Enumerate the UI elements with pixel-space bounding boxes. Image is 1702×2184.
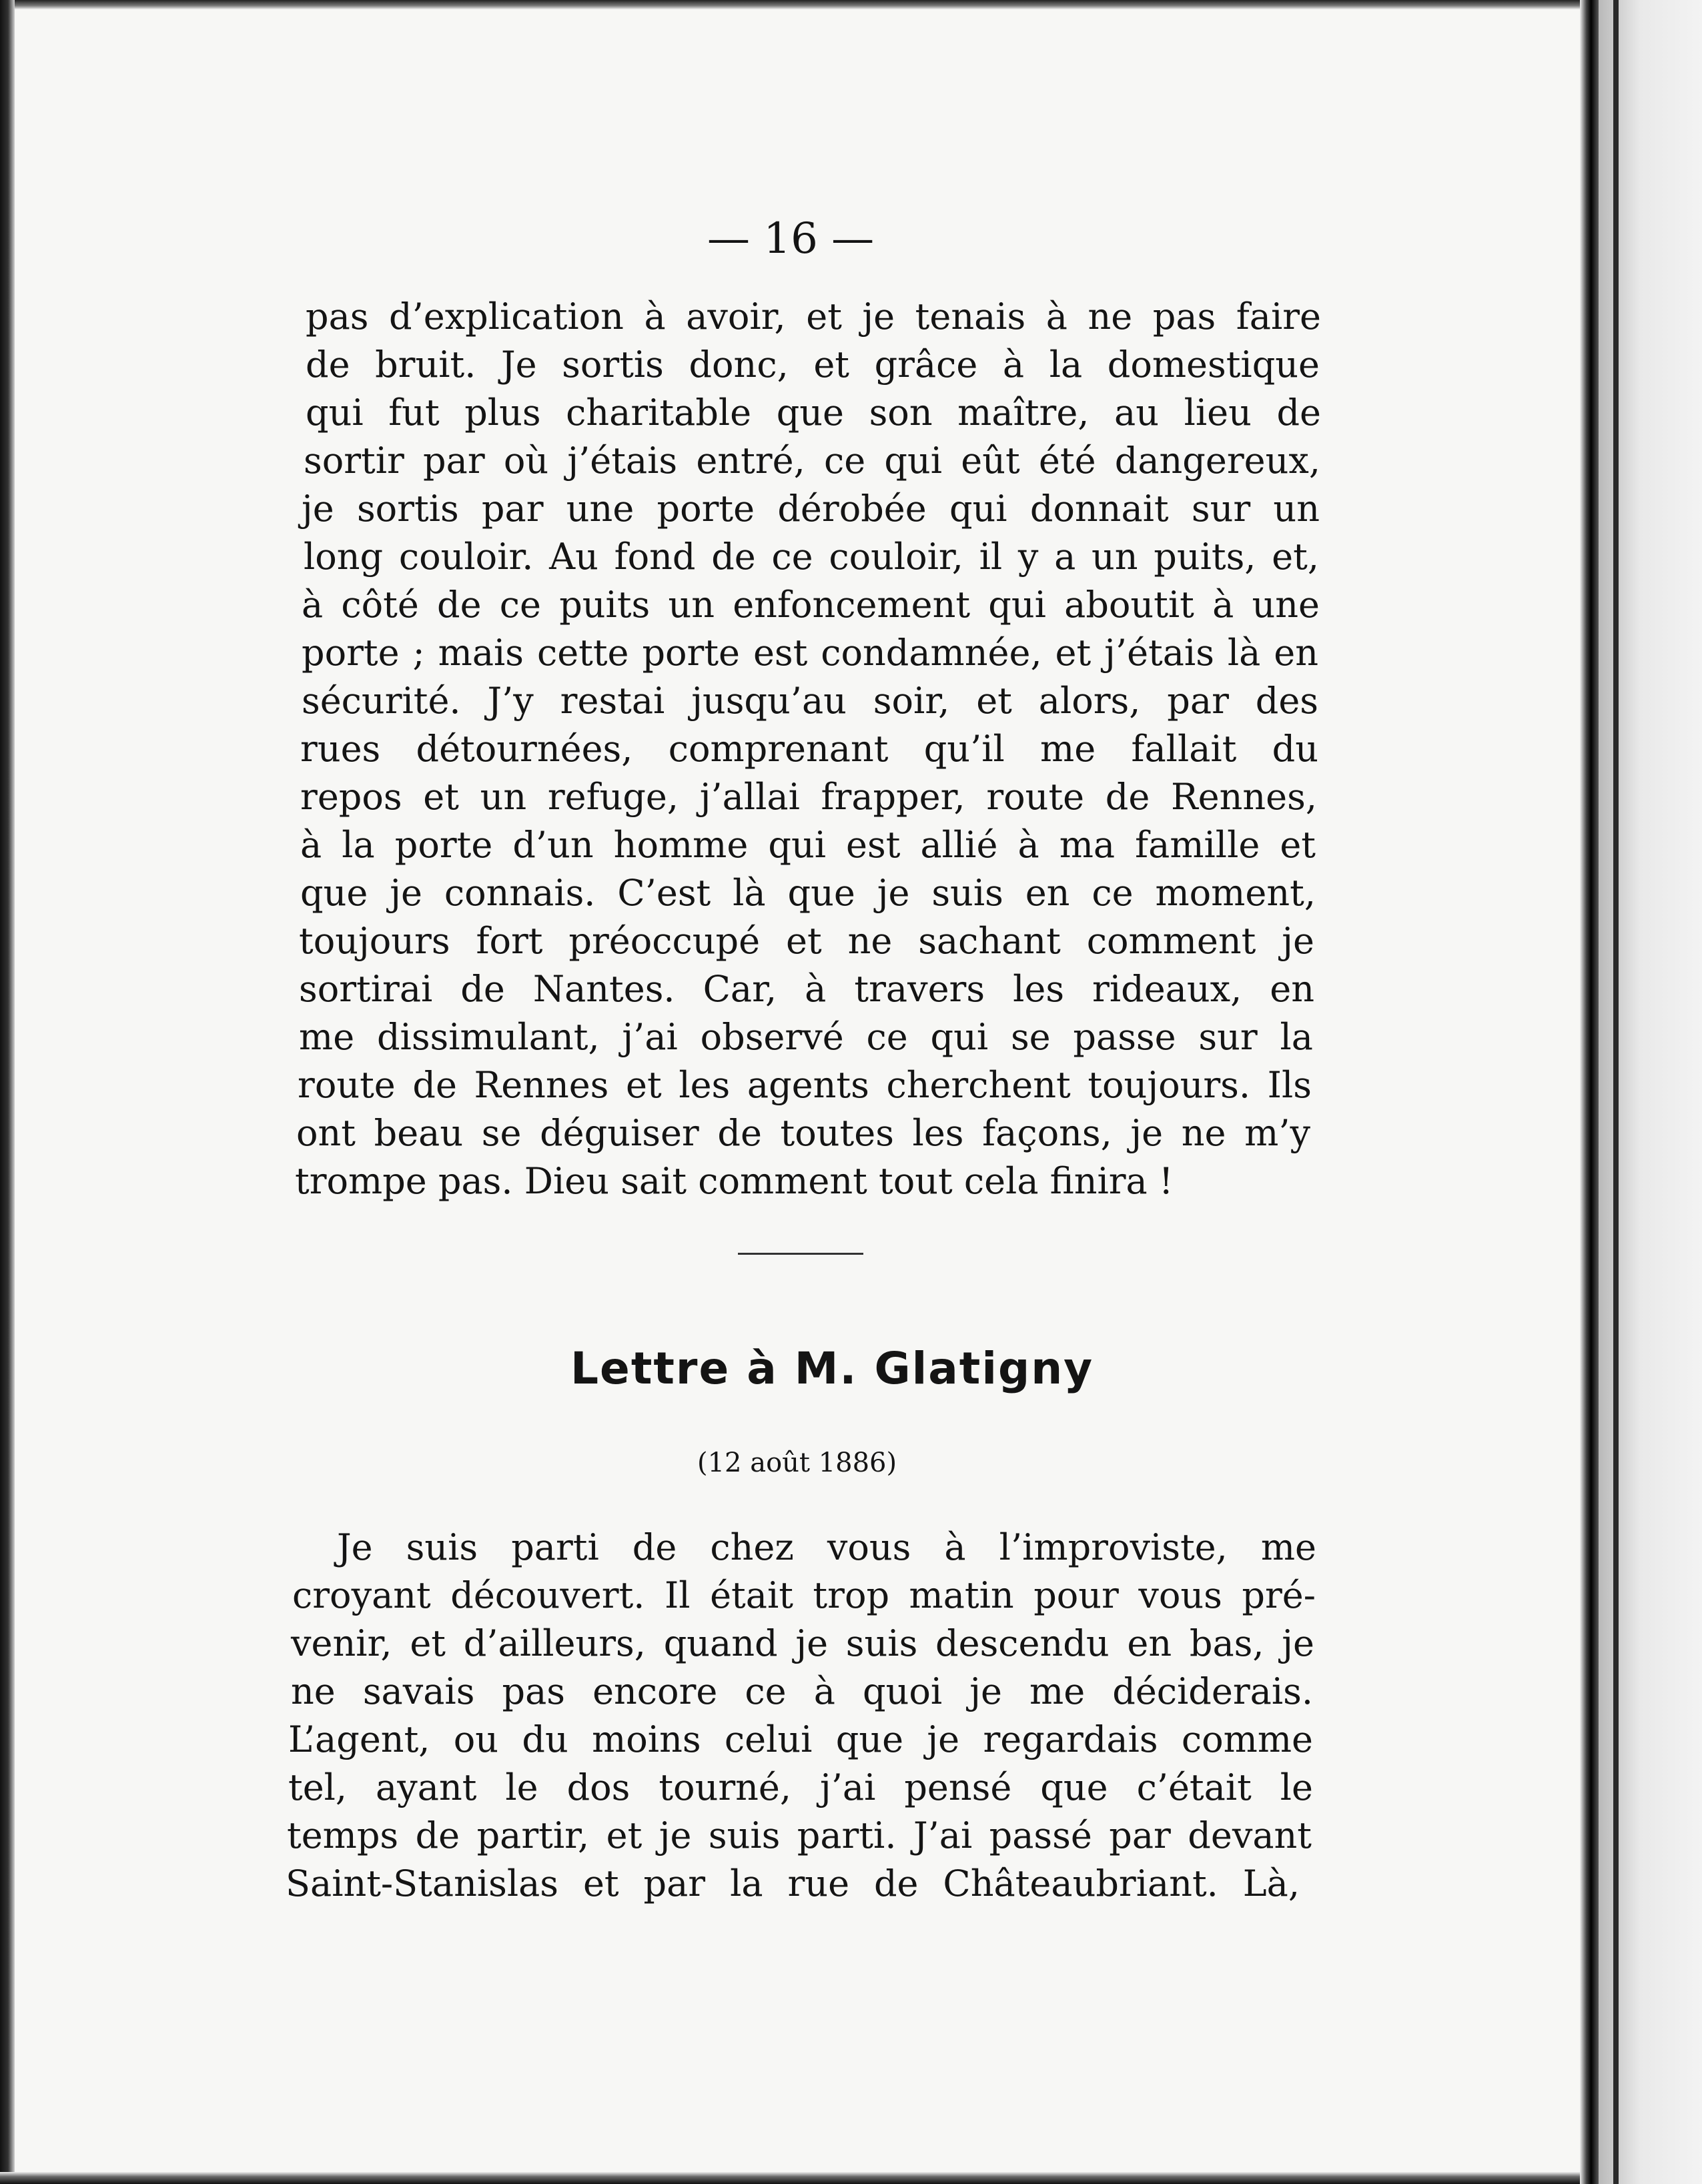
paragraph-1-line: sortir par où j’étais entré, ce qui eût été dangereux, bbox=[304, 440, 1320, 482]
facing-page-dark-line bbox=[1613, 0, 1619, 2184]
book-spine-shadow bbox=[1580, 0, 1599, 2184]
paragraph-2-line: ne savais pas encore ce à quoi je me déciderais. bbox=[291, 1670, 1313, 1712]
paragraph-2-line: venir, et d’ailleurs, quand je suis descendu en bas, je bbox=[291, 1622, 1314, 1664]
paragraph-1-line: pas d’explication à avoir, et je tenais à ne pas faire bbox=[306, 296, 1321, 338]
paragraph-2-line: L’agent, ou du moins celui que je regardais comme bbox=[288, 1718, 1313, 1760]
paragraph-1-line: long couloir. Au fond de ce couloir, il y a un puits, et, bbox=[304, 536, 1319, 578]
paragraph-1-line: porte ; mais cette porte est condamnée, et j’étais là en bbox=[302, 632, 1318, 674]
paragraph-1-line: qui fut plus charitable que son maître, au lieu de bbox=[306, 392, 1321, 434]
paragraph-1-line: que je connais. C’est là que je suis en ce moment, bbox=[300, 872, 1316, 914]
paragraph-1-line: de bruit. Je sortis donc, et grâce à la domestique bbox=[306, 344, 1320, 386]
paragraph-2-line: tel, ayant le dos tourné, j’ai pensé que c’était le bbox=[288, 1766, 1313, 1808]
paragraph-1-line: je sortis par une porte dérobée qui donnait sur un bbox=[302, 488, 1320, 530]
letter-date: (12 août 1886) bbox=[697, 1448, 897, 1478]
page-left-edge bbox=[0, 0, 15, 2184]
paragraph-1-line: route de Rennes et les agents cherchent toujours. Ils bbox=[298, 1064, 1312, 1106]
paragraph-2-line: croyant découvert. Il était trop matin pour vous pré- bbox=[292, 1574, 1316, 1616]
paragraph-1-line: à la porte d’un homme qui est allié à ma famille et bbox=[300, 824, 1316, 866]
paragraph-1-line: repos et un refuge, j’allai frapper, route de Rennes, bbox=[300, 776, 1317, 818]
paragraph-1-line: à côté de ce puits un enfoncement qui aboutit à une bbox=[302, 584, 1320, 626]
page-bottom-edge bbox=[0, 2172, 1702, 2184]
page-number: — 16 — bbox=[707, 214, 875, 263]
paragraph-1-line: sécurité. J’y restai jusqu’au soir, et alors, par des bbox=[302, 680, 1318, 722]
paragraph-1-line: ont beau se déguiser de toutes les façons, je ne m’y bbox=[296, 1112, 1310, 1154]
paragraph-1-line: rues détournées, comprenant qu’il me fallait du bbox=[300, 728, 1318, 770]
page-top-edge bbox=[0, 0, 1702, 9]
paragraph-1-line: toujours fort préoccupé et ne sachant comment je bbox=[299, 920, 1314, 962]
paragraph-1-line: trompe pas. Dieu sait comment tout cela finira ! bbox=[295, 1160, 1174, 1202]
paragraph-2-line: Saint-Stanislas et par la rue de Châteaubriant. Là, bbox=[286, 1862, 1300, 1904]
letter-title: Lettre à M. Glatigny bbox=[570, 1343, 1094, 1394]
section-separator bbox=[738, 1253, 863, 1255]
paragraph-2-line: Je suis parti de chez vous à l’improviste, me bbox=[337, 1526, 1316, 1568]
paragraph-1-line: me dissimulant, j’ai observé ce qui se passe sur la bbox=[299, 1016, 1313, 1058]
paragraph-2-line: temps de partir, et je suis parti. J’ai passé par devant bbox=[287, 1814, 1312, 1856]
paragraph-1-line: sortirai de Nantes. Car, à travers les rideaux, en bbox=[299, 968, 1314, 1010]
